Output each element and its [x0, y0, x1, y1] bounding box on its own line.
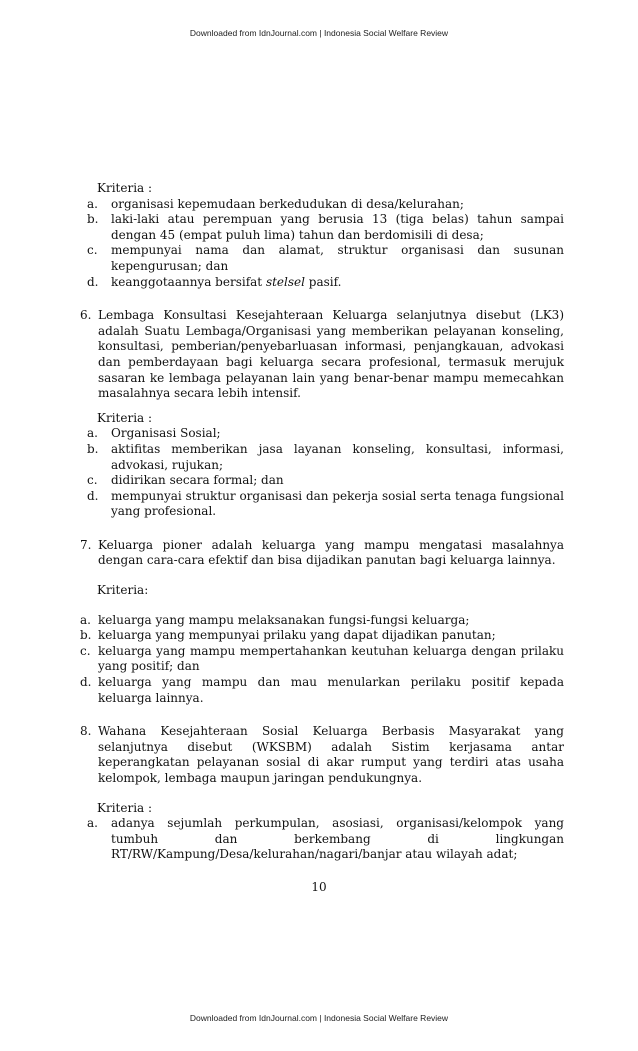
numbered-paragraph-7 [80, 538, 564, 569]
list-item-text: keluarga yang mampu melaksanakan fungsi-fungsi keluarga; [98, 612, 470, 627]
list-item [87, 275, 564, 291]
page-footer-source: Downloaded from IdnJournal.com | Indonesia Social Welfare Review [189, 1013, 449, 1023]
kriteria-heading: Kriteria : [97, 181, 153, 195]
list-item-text: keluarga yang mampu mempertahankan keutuhan keluarga dengan prilaku yang positif; dan [98, 643, 564, 674]
list-item [87, 473, 564, 489]
list-item-text: adanya sejumlah perkumpulan, asosiasi, organisasi/kelompok yang tumbuh dan berkembang di lingkungan RT/RW/Kampung/Desa/kelurahan/nagari/banjar atau wilayah adat; [111, 816, 564, 862]
list-item-text: organisasi kepemudaan berkedudukan di desa/kelurahan; [111, 196, 464, 211]
list-item [87, 426, 564, 442]
list-item-label: a. [87, 816, 98, 831]
page-number: 10 [311, 880, 327, 894]
list-item-label: d. [87, 274, 99, 289]
list-item [80, 675, 564, 706]
criteria-list [87, 197, 564, 291]
list-item [80, 628, 564, 644]
criteria-list [80, 613, 564, 707]
kriteria-heading: Kriteria : [97, 800, 153, 815]
numbered-paragraph-6 [80, 308, 564, 402]
paragraph-text: Lembaga Konsultasi Kesejahteraan Keluarga selanjutnya disebut (LK3) adalah Suatu Lembaga/Organisasi yang memberikan pelayanan konseling, konsultasi, pemberian/penyebarluasan informasi, penjangkauan, advokasi dan pemberdayaan bagi keluarga secara profesional, termasuk merujuk sasaran ke lembaga pelayanan lain yang benar-benar mampu memecahkan masalahnya secara lebih intensif. [98, 308, 564, 401]
criteria-list [87, 816, 564, 863]
list-item-text: didirikan secara formal; dan [111, 473, 284, 488]
kriteria-heading: Kriteria : [97, 410, 153, 425]
list-item-label: d. [87, 488, 99, 503]
criteria-list [87, 426, 564, 520]
list-item-label: b. [87, 441, 99, 456]
document-body [80, 181, 564, 863]
list-item-text: laki-laki atau perempuan yang berusia 13 (tiga belas) tahun sampai dengan 45 (empat puluh lima) tahun dan berdomisili di desa; [111, 212, 564, 242]
list-item-text: mempunyai nama dan alamat, struktur organisasi dan susunan kepengurusan; dan [111, 243, 564, 273]
list-item-label: a. [87, 196, 98, 211]
numbered-paragraph-8 [80, 724, 564, 786]
list-item [80, 644, 564, 675]
list-item-label: c. [80, 643, 91, 658]
paragraph-number: 7. [80, 537, 92, 552]
list-item [80, 613, 564, 629]
text-fragment: keanggotaannya bersifat [111, 274, 266, 289]
list-item-text [111, 275, 564, 291]
list-item-label: c. [87, 243, 98, 258]
list-item [87, 243, 564, 274]
list-item [87, 442, 564, 473]
list-item-label: a. [87, 426, 98, 441]
list-item-label: c. [87, 473, 98, 488]
list-item-text: mempunyai struktur organisasi dan pekerja sosial serta tenaga fungsional yang profesional. [111, 488, 564, 519]
list-item-text: keluarga yang mempunyai prilaku yang dapat dijadikan panutan; [98, 628, 496, 643]
paragraph-number: 6. [80, 308, 92, 323]
paragraph-text: Wahana Kesejahteraan Sosial Keluarga Berbasis Masyarakat yang selanjutnya disebut (WKSBM) adalah Sistim kerjasama antar keperangkatan pelayanan sosial di akar rumput yang terdiri atas usaha kelompok, lembaga maupun jaringan pendukungnya. [98, 724, 564, 785]
list-item-text: aktifitas memberikan jasa layanan konseling, konsultasi, informasi, advokasi, rujukan; [111, 441, 564, 472]
list-item [87, 212, 564, 243]
paragraph-number: 8. [80, 724, 92, 739]
text-fragment: pasif. [304, 274, 342, 289]
italic-term: stelsel [265, 274, 305, 289]
list-item-label: b. [80, 628, 92, 643]
kriteria-heading: Kriteria: [97, 583, 149, 598]
page-header-source: Downloaded from IdnJournal.com | Indonesia Social Welfare Review [189, 28, 449, 38]
list-item-label: a. [80, 612, 91, 627]
list-item [87, 816, 564, 863]
list-item-label: d. [80, 675, 92, 690]
list-item-text: Organisasi Sosial; [111, 426, 221, 441]
paragraph-text: Keluarga pioner adalah keluarga yang mampu mengatasi masalahnya dengan cara-cara efektif dan bisa dijadikan panutan bagi keluarga lainnya. [98, 537, 564, 568]
list-item [87, 197, 564, 213]
list-item-label: b. [87, 212, 99, 227]
list-item-text: keluarga yang mampu dan mau menularkan perilaku positif kepada keluarga lainnya. [98, 675, 564, 705]
list-item [87, 489, 564, 520]
